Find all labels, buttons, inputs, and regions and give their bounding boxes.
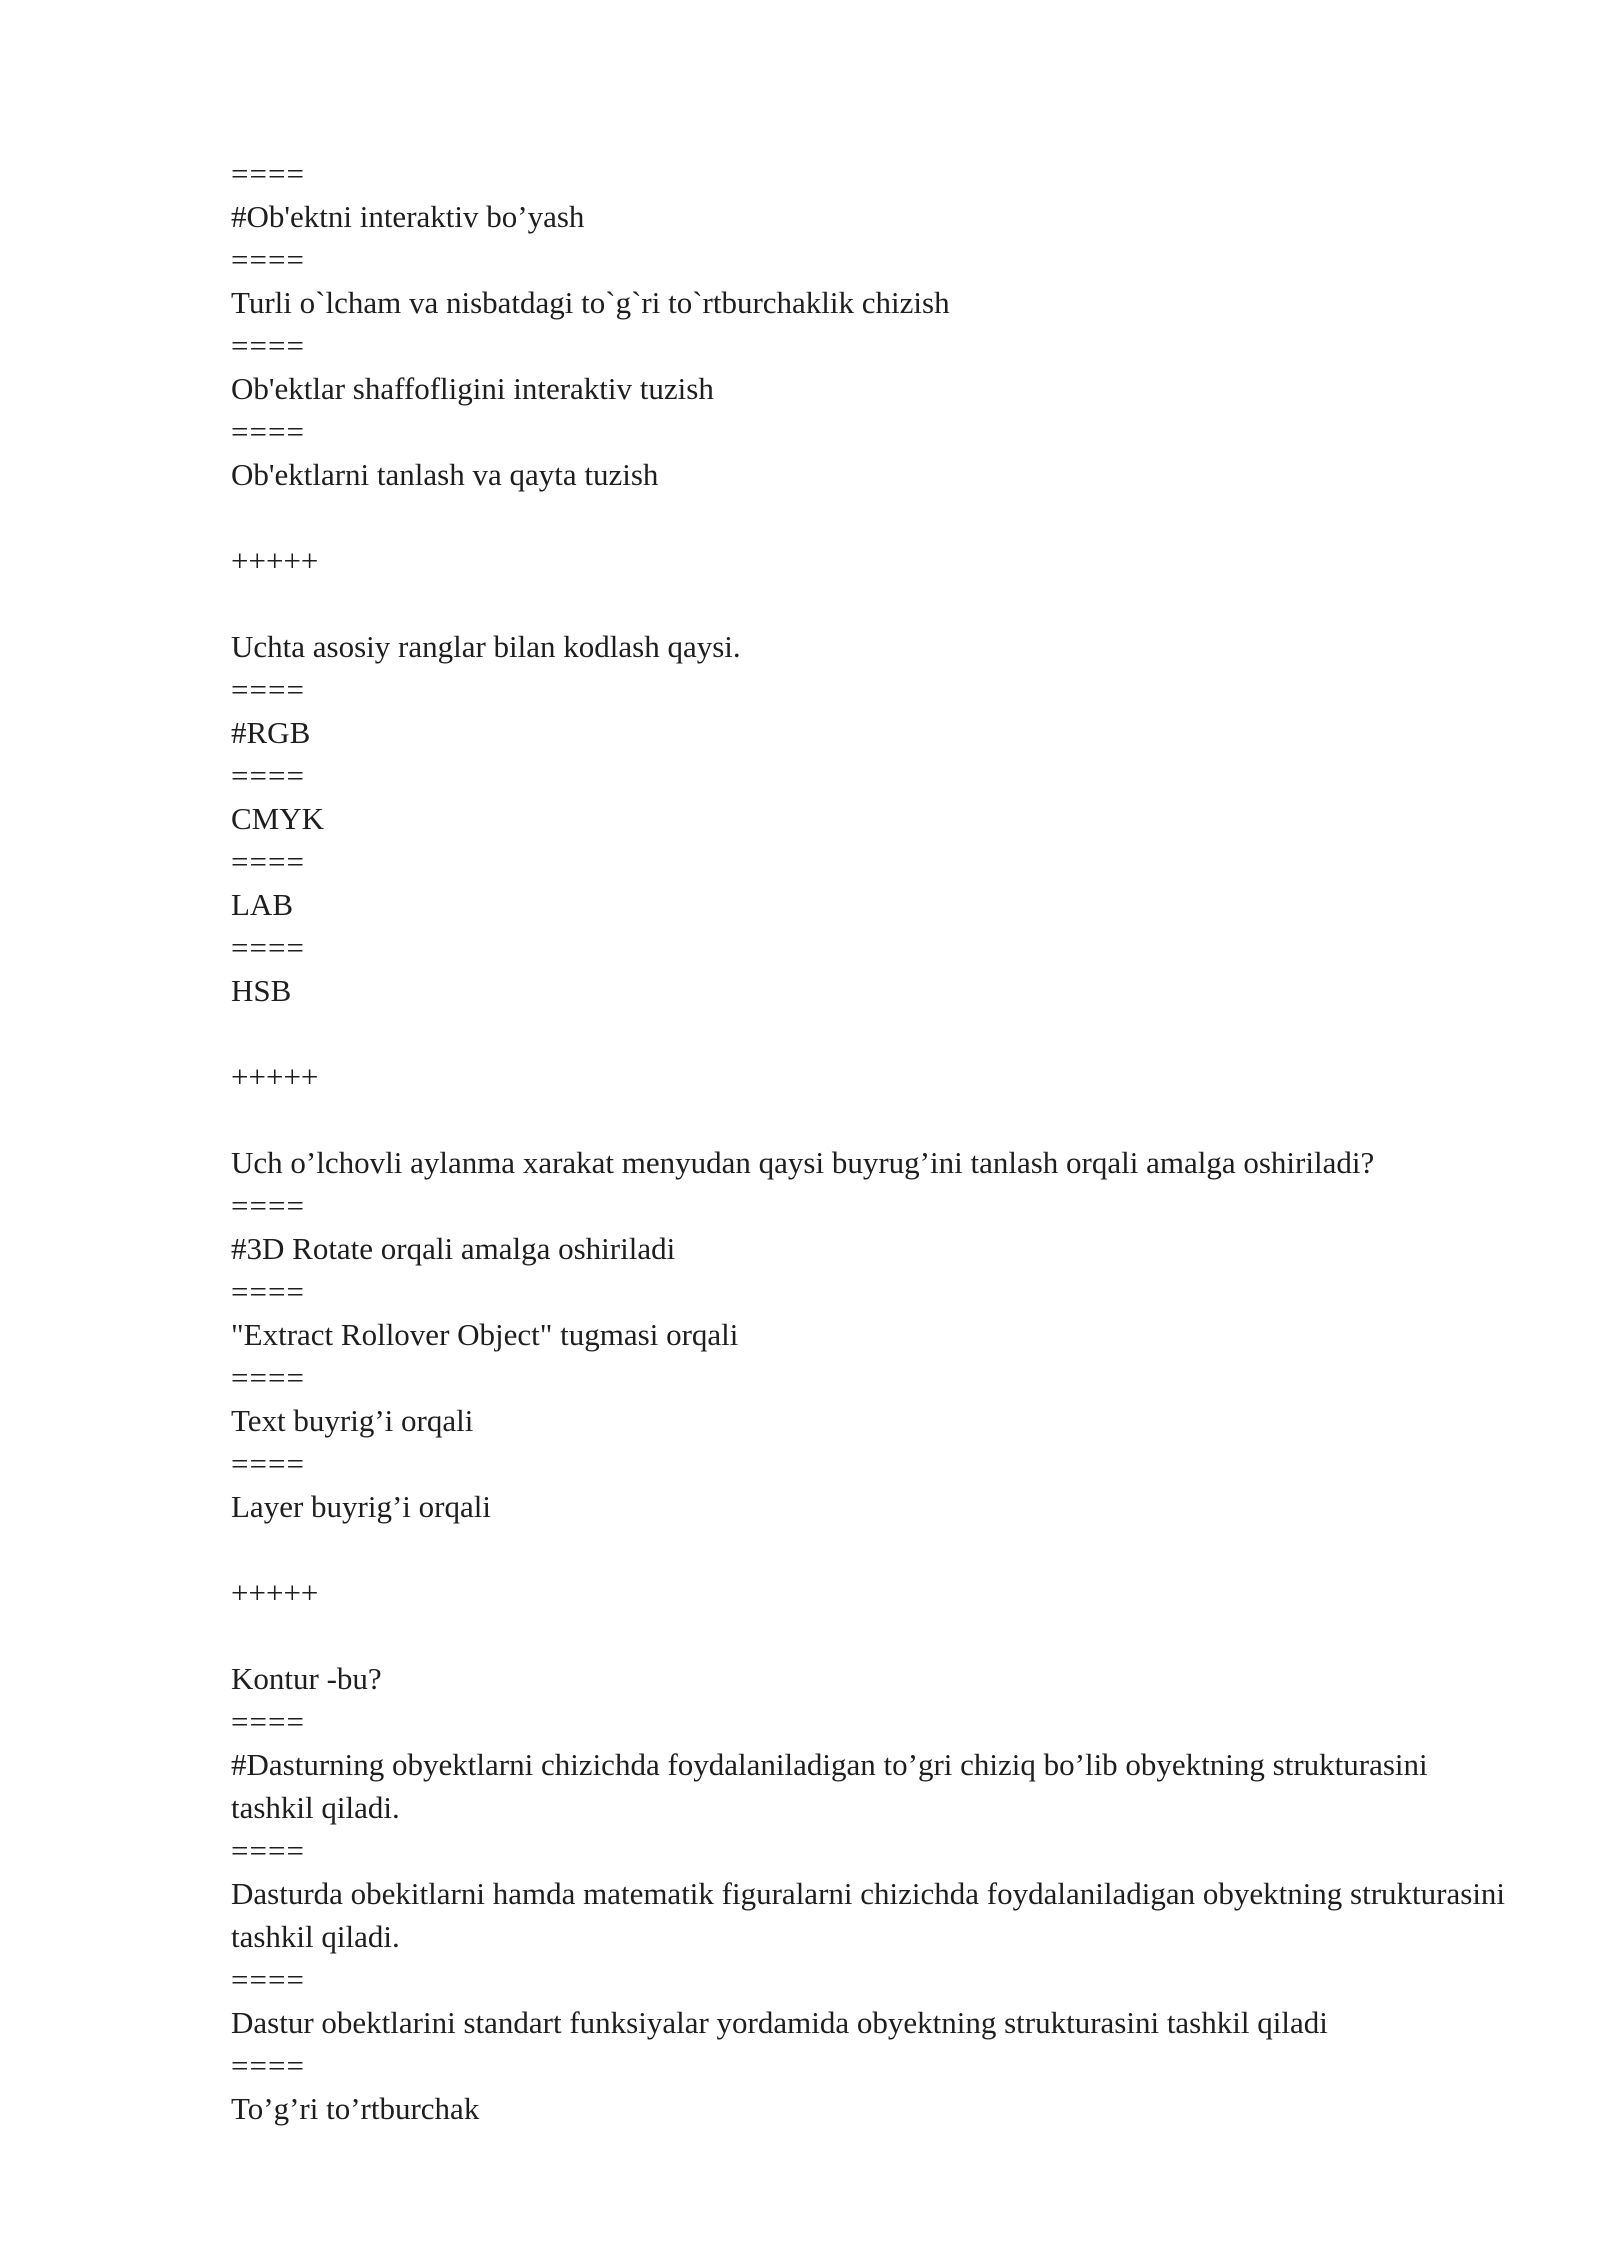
answer-separator: ==== bbox=[231, 1833, 305, 1868]
question-separator: +++++ bbox=[231, 543, 319, 578]
answer-separator: ==== bbox=[231, 414, 305, 449]
answer-separator: ==== bbox=[231, 758, 305, 793]
blank-line bbox=[231, 1528, 1511, 1571]
text-line: Ob'ektlarni tanlash va qayta tuzish bbox=[231, 457, 659, 492]
text-line: CMYK bbox=[231, 801, 325, 836]
answer-separator: ==== bbox=[231, 930, 305, 965]
text-line: Kontur -bu? bbox=[231, 1661, 382, 1696]
text-line: Dasturda obekitlarni hamda matematik figuralarni chizichda foydalaniladigan obyektning strukturasini tashkil qiladi. bbox=[231, 1876, 1513, 1954]
blank-line bbox=[231, 582, 1511, 625]
text-line: LAB bbox=[231, 887, 293, 922]
answer-separator: ==== bbox=[231, 156, 305, 191]
answer-separator: ==== bbox=[231, 672, 305, 707]
correct-answer-line: #Ob'ektni interaktiv bo’yash bbox=[231, 199, 585, 234]
answer-separator: ==== bbox=[231, 1360, 305, 1395]
text-line: Ob'ektlar shaffofligini interaktiv tuzish bbox=[231, 371, 714, 406]
blank-line bbox=[231, 1614, 1511, 1657]
answer-separator: ==== bbox=[231, 1274, 305, 1309]
blank-line bbox=[231, 1098, 1511, 1141]
text-line: Layer buyrig’i orqali bbox=[231, 1489, 491, 1524]
blank-line bbox=[231, 496, 1511, 539]
answer-separator: ==== bbox=[231, 328, 305, 363]
text-line: Turli o`lcham va nisbatdagi to`g`ri to`rtburchaklik chizish bbox=[231, 285, 950, 320]
blank-line bbox=[231, 1012, 1511, 1055]
text-line: Uch o’lchovli aylanma xarakat menyudan qaysi buyrug’ini tanlash orqali amalga oshiriladi? bbox=[231, 1145, 1375, 1180]
text-line: Uchta asosiy ranglar bilan kodlash qaysi. bbox=[231, 629, 741, 664]
text-line: Text buyrig’i orqali bbox=[231, 1403, 474, 1438]
answer-separator: ==== bbox=[231, 242, 305, 277]
answer-separator: ==== bbox=[231, 1446, 305, 1481]
question-separator: +++++ bbox=[231, 1575, 319, 1610]
text-line: To’g’ri to’rtburchak bbox=[231, 2091, 480, 2126]
answer-separator: ==== bbox=[231, 844, 305, 879]
correct-answer-line: #Dasturning obyektlarni chizichda foydalaniladigan to’gri chiziq bo’lib obyektning strukturasini tashkil qiladi. bbox=[231, 1747, 1436, 1825]
text-line: HSB bbox=[231, 973, 292, 1008]
correct-answer-line: #RGB bbox=[231, 715, 311, 750]
text-line: "Extract Rollover Object" tugmasi orqali bbox=[231, 1317, 739, 1352]
document-body bbox=[231, 152, 1511, 2130]
answer-separator: ==== bbox=[231, 1962, 305, 1997]
answer-separator: ==== bbox=[231, 2048, 305, 2083]
answer-separator: ==== bbox=[231, 1188, 305, 1223]
text-line: Dastur obektlarini standart funksiyalar yordamida obyektning strukturasini tashkil qiladi bbox=[231, 2005, 1328, 2040]
correct-answer-line: #3D Rotate orqali amalga oshiriladi bbox=[231, 1231, 676, 1266]
answer-separator: ==== bbox=[231, 1704, 305, 1739]
question-separator: +++++ bbox=[231, 1059, 319, 1094]
